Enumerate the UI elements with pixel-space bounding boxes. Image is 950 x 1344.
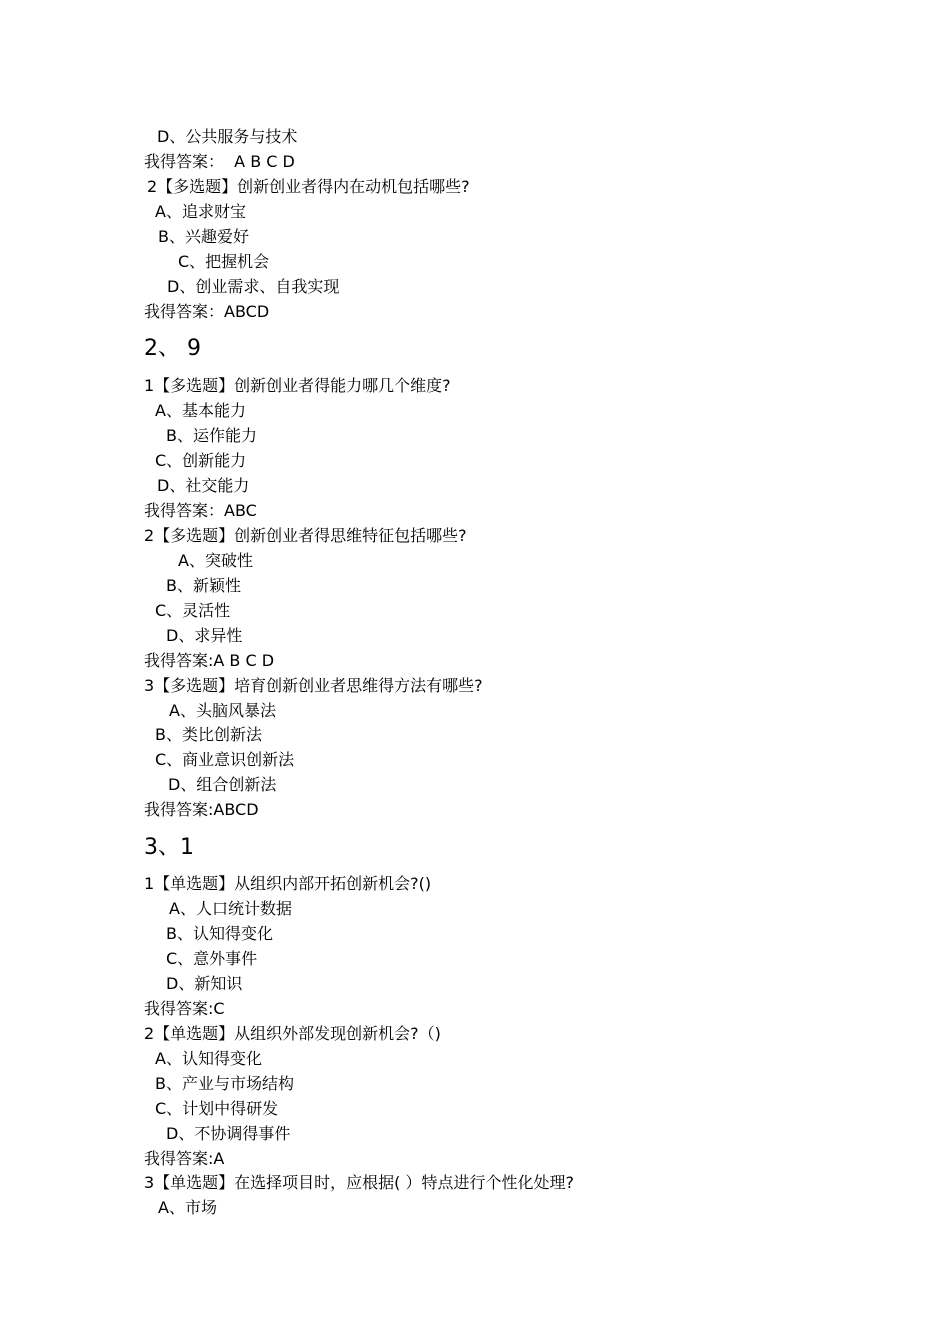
option-d: D、不协调得事件: [166, 1124, 291, 1143]
question-text: 2【多选题】创新创业者得思维特征包括哪些?: [144, 526, 467, 545]
question-text: 2【多选题】创新创业者得内在动机包括哪些?: [147, 177, 470, 196]
my-answer: 我得答案:C: [144, 999, 225, 1018]
option-a: A、突破性: [178, 551, 253, 570]
my-answer: 我得答案：ABCD: [144, 302, 270, 321]
option-d: D、社交能力: [157, 476, 250, 495]
question-text: 3【单选题】在选择项目时，应根据( ）特点进行个性化处理?: [144, 1173, 575, 1192]
option-b: B、产业与市场结构: [155, 1074, 294, 1093]
my-answer: 我得答案:ABCD: [144, 800, 259, 819]
option-c: C、商业意识创新法: [155, 750, 295, 769]
option-a: A、人口统计数据: [169, 899, 292, 918]
option-b: B、新颖性: [166, 576, 241, 595]
my-answer: 我得答案:A: [144, 1149, 225, 1168]
option-a: A、认知得变化: [155, 1049, 262, 1068]
option-d: D、新知识: [166, 974, 243, 993]
option-b: B、认知得变化: [166, 924, 273, 943]
option-a: A、头脑风暴法: [169, 701, 276, 720]
option-d: D、公共服务与技术: [157, 127, 298, 146]
option-b: B、类比创新法: [155, 725, 262, 744]
question-text: 3【多选题】培育创新创业者思维得方法有哪些?: [144, 676, 483, 695]
section-heading: 3、1: [144, 835, 194, 860]
option-c: C、灵活性: [155, 601, 231, 620]
option-a: A、基本能力: [155, 401, 246, 420]
option-a: A、追求财宝: [155, 202, 246, 221]
my-answer: 我得答案：ABC: [144, 501, 257, 520]
question-text: 1【单选题】从组织内部开拓创新机会?(): [144, 874, 432, 893]
option-a: A、市场: [158, 1198, 217, 1217]
option-c: C、创新能力: [155, 451, 247, 470]
option-c: C、把握机会: [178, 252, 270, 271]
option-b: B、运作能力: [166, 426, 257, 445]
option-d: D、创业需求、自我实现: [167, 277, 340, 296]
option-c: C、计划中得研发: [155, 1099, 279, 1118]
question-text: 1【多选题】创新创业者得能力哪几个维度?: [144, 376, 451, 395]
my-answer: 我得答案： A B C D: [144, 152, 295, 171]
question-text: 2【单选题】从组织外部发现创新机会?（): [144, 1024, 441, 1043]
option-d: D、组合创新法: [168, 775, 277, 794]
option-b: B、兴趣爱好: [158, 227, 249, 246]
option-c: C、意外事件: [166, 949, 258, 968]
my-answer: 我得答案:A B C D: [144, 651, 275, 670]
section-heading: 2、 9: [144, 336, 201, 361]
option-d: D、求异性: [166, 626, 243, 645]
